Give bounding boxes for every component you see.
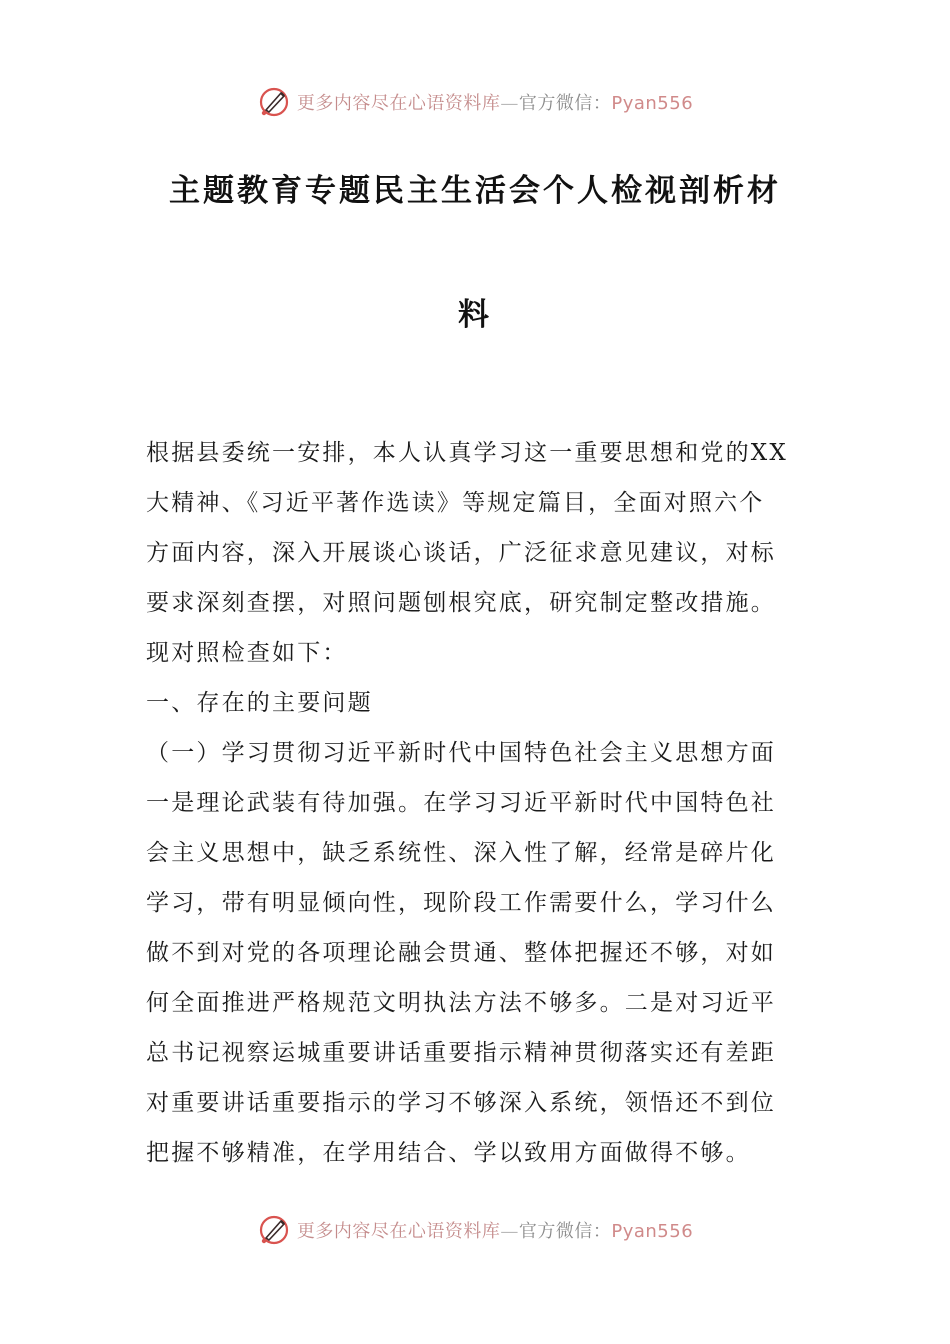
body-line: 学习，带有明显倾向性，现阶段工作需要什么，学习什么 (146, 890, 776, 916)
body-line: 要求深刻查摆，对照问题刨根究底，研究制定整改措施。 (146, 590, 776, 616)
watermark-brand-text: 更多内容尽在心语资料库 (296, 1221, 501, 1242)
title-line-2: 料 (458, 297, 492, 333)
body-line: 做不到对党的各项理论融会贯通、整体把握还不够，对如 (146, 940, 776, 966)
watermark-brand (257, 85, 693, 119)
watermark-wechat-id: Pyan556 (611, 93, 694, 114)
body-line: 总书记视察运城重要讲话重要指示精神贯彻落实还有差距 (146, 1040, 776, 1066)
body-line: 方面内容，深入开展谈心谈话，广泛征求意见建议，对标 (146, 540, 776, 566)
footer-watermark (0, 1208, 950, 1252)
watermark-separator: — (500, 93, 519, 114)
body-line: 现对照检查如下： (146, 640, 348, 666)
watermark-text (297, 89, 693, 115)
title-line-1: 主题教育专题民主生活会个人检视剖析材 (169, 173, 781, 209)
watermark-brand (257, 1213, 693, 1247)
document-body (146, 428, 808, 1178)
quill-logo-icon (257, 1213, 291, 1247)
watermark-label: 官方微信： (518, 1221, 612, 1242)
body-line: 把握不够精准，在学用结合、学以致用方面做得不够。 (146, 1140, 751, 1166)
body-line: 根据县委统一安排，本人认真学习这一重要思想和党的XX (146, 440, 788, 466)
section-heading: 一、存在的主要问题 (146, 690, 373, 716)
quill-logo-icon (257, 85, 291, 119)
watermark-wechat-id: Pyan556 (611, 1221, 694, 1242)
document-title (0, 170, 950, 331)
watermark-label: 官方微信： (518, 93, 612, 114)
body-line: 大精神、《习近平著作选读》等规定篇目，全面对照六个 (146, 490, 765, 516)
header-watermark (0, 80, 950, 124)
body-line: 对重要讲话重要指示的学习不够深入系统，领悟还不到位 (146, 1090, 776, 1116)
watermark-text (297, 1217, 693, 1243)
watermark-separator: — (500, 1221, 519, 1242)
body-line: 一是理论武装有待加强。在学习习近平新时代中国特色社 (146, 790, 776, 816)
body-line: 会主义思想中，缺乏系统性、深入性了解，经常是碎片化 (146, 840, 776, 866)
watermark-brand-text: 更多内容尽在心语资料库 (296, 93, 501, 114)
subsection-heading: （一）学习贯彻习近平新时代中国特色社会主义思想方面 (146, 740, 776, 766)
body-line: 何全面推进严格规范文明执法方法不够多。二是对习近平 (146, 990, 776, 1016)
